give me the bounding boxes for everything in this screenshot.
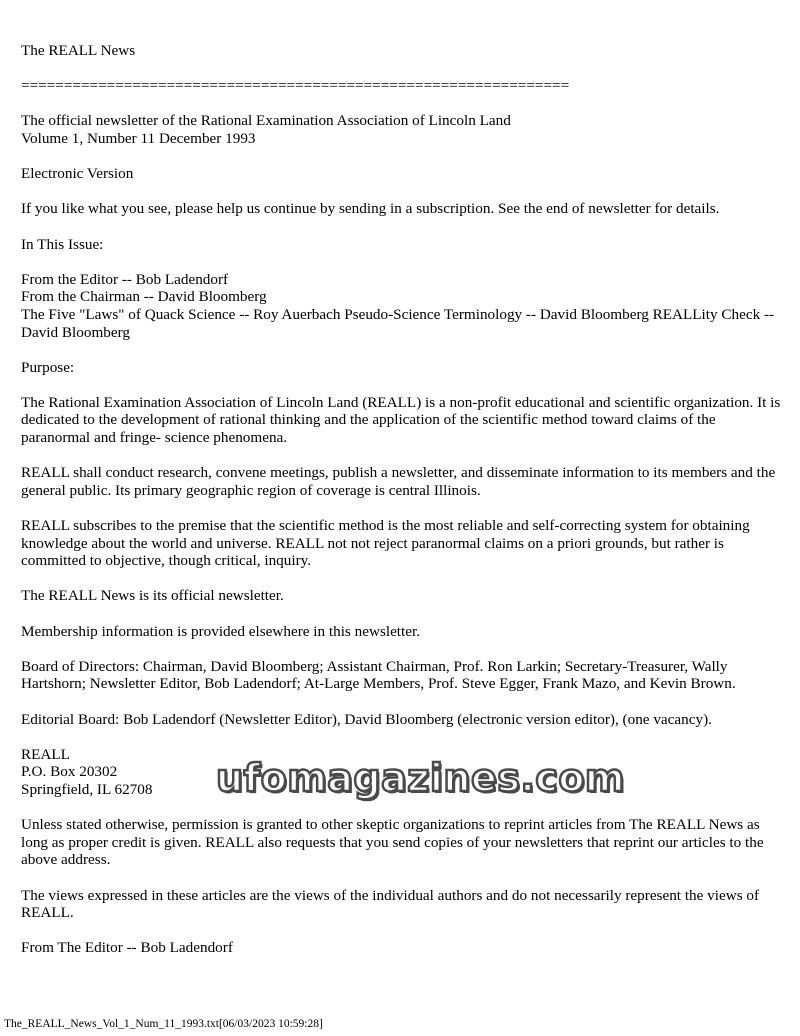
watermark: ufomagazines.com xyxy=(216,756,626,800)
purpose-paragraph: Membership information is provided elsewhere in this newsletter. xyxy=(21,622,421,640)
address-name: REALL xyxy=(21,745,70,763)
purpose-heading: Purpose: xyxy=(21,358,75,376)
divider-line: ================================================================ xyxy=(21,77,570,95)
purpose-paragraph: REALL subscribes to the premise that the scientific method is the most reliable and self-correcting system for obtaining knowledge about the world and universe. REALL not not reject paranormal claims on a priori grounds, but rather is committed to objective, though critical, inquiry. xyxy=(21,517,750,570)
disclaimer: The views expressed in these articles are the views of the individual authors and do not necessarily represent the views of REALL. xyxy=(21,886,760,922)
board-of-directors: Board of Directors: Chairman, David Bloomberg; Assistant Chairman, Prof. Ron Larkin; Secretary-Treasurer, Wally Hartshorn; Newsletter Editor, Bob Ladendorf; At-Large Members, Prof. Steve Egger, Frank Mazo, and Kevin Brown. xyxy=(21,657,736,693)
masthead xyxy=(21,112,783,147)
address-po-box: P.O. Box 20302 xyxy=(21,763,118,781)
section-heading: From The Editor -- Bob Ladendorf xyxy=(21,939,233,957)
list-item: From the Chairman -- David Bloomberg xyxy=(21,288,267,306)
purpose-paragraph: The Rational Examination Association of Lincoln Land (REALL) is a non-profit educational and scientific organization. It is dedicated to the development of rational thinking and the application of the scientific method toward claims of the paranormal and fringe- science phenomena. xyxy=(21,393,781,447)
purpose-paragraph: The REALL News is its official newsletter. xyxy=(21,587,284,605)
subscription-note: If you like what you see, please help us continue by sending in a subscription. See the end of newsletter for details. xyxy=(21,200,720,218)
purpose-paragraph: REALL shall conduct research, convene meetings, publish a newsletter, and disseminate information to its members and the general public. Its primary geographic region of coverage is central Illinois. xyxy=(21,464,776,499)
edition-label: Electronic Version xyxy=(21,165,134,183)
masthead-line-2: Volume 1, Number 11 December 1993 xyxy=(21,129,256,147)
masthead-line-1: The official newsletter of the Rational Examination Association of Lincoln Land xyxy=(21,112,511,130)
issue-contents xyxy=(21,271,783,341)
address-city: Springfield, IL 62708 xyxy=(21,780,153,798)
page-footer: The_REALL_News_Vol_1_Num_11_1993.txt[06/03/2023 10:59:28] xyxy=(4,1018,323,1030)
in-this-issue-heading: In This Issue: xyxy=(21,235,104,253)
permission-notice: Unless stated otherwise, permission is granted to other skeptic organizations to reprint articles from The REALL News as long as proper credit is given. REALL also requests that you send copies of your newsletters that reprint our articles to the above address. xyxy=(21,816,764,869)
editorial-board: Editorial Board: Bob Ladendorf (Newsletter Editor), David Bloomberg (electronic version editor), (one vacancy). xyxy=(21,710,712,728)
document-title: The REALL News xyxy=(21,42,136,59)
list-item: From the Editor -- Bob Ladendorf xyxy=(21,270,229,288)
document-body xyxy=(21,42,783,957)
list-item: The Five "Laws" of Quack Science -- Roy Auerbach Pseudo-Science Terminology -- David Bloomberg REALLity Check -- David Bloomberg xyxy=(21,305,775,341)
